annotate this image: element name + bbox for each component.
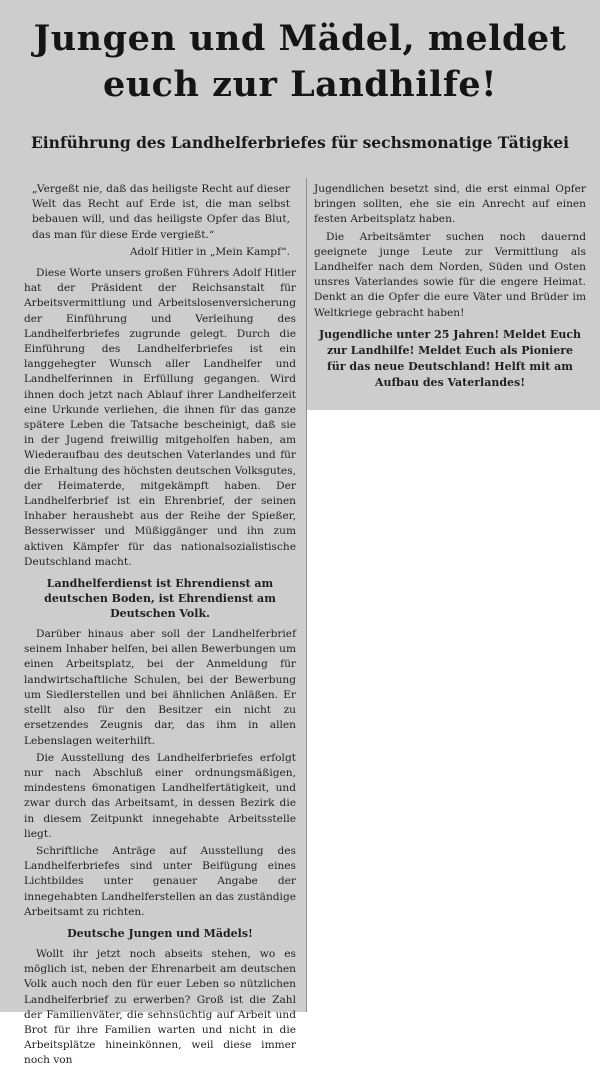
paragraph: Darüber hinaus aber soll der Landhelferbrief seinem Inhaber helfen, bei allen Bewerbungen um einen Arbeitsplatz, bei der Anmeldung für landwirtschaftliche Schulen, bei der Bewerbung um Siedlerstellen und bei ähnlichen Anläßen. Er stellt also für den Besitzer ein nicht zu ersetzendes Zeugnis dar, das ihm in allen Lebenslagen weiterhilft. bbox=[24, 628, 296, 747]
section-subtitle: Deutsche Jungen und Mädels! bbox=[67, 926, 253, 940]
section-subtitle: Landhelferdienst ist Ehrendienst am deutschen Boden, ist Ehrendienst am Deutschen Volk. bbox=[44, 577, 276, 621]
headline: Jungen und Mädel, meldet euch zur Landhilfe! bbox=[33, 18, 567, 105]
quote-text: „Vergeßt nie, daß das heiligste Recht auf dieser Welt das Recht auf Erde ist, die man selbst bebauen will, und das heiligste Opfer das Blut, das man für diese Erde vergießt.“ bbox=[32, 183, 290, 241]
paragraph: Wollt ihr jetzt noch abseits stehen, wo es möglich ist, neben der Ehrenarbeit am deutschen Volk auch noch den für euer Leben so nützlichen Landhelferbrief zu erwerben? Groß ist die Zahl der Familienväter, die sehnsüchtig auf Arbeit und Brot für ihre Familien warten und nicht in die Arbeitsplätze hineinkönnen, weil diese immer noch von bbox=[24, 947, 296, 1067]
paragraph: Jugendlichen besetzt sind, die erst einmal Opfer bringen sollten, ehe sie ein Anrecht auf einen festen Arbeitsplatz haben. bbox=[314, 183, 586, 226]
paragraph: Schriftliche Anträge auf Ausstellung des Landhelferbriefes sind unter Beifügung eines Lichtbildes unter genauer Angabe der innegehabten Landhelferstellen an das zuständige Arbeitsamt zu richten. bbox=[24, 844, 296, 918]
paragraph: Die Arbeitsämter suchen noch dauernd geeignete junge Leute zur Vermittlung als Landhelfer nach dem Norden, Süden und Osten unsres Vaterlandes sowie für die engere Heimat. Denkt an die Opfer die eure Väter und Brüder im Weltkriege gebracht haben! bbox=[314, 230, 586, 319]
subheadline: Einführung des Landhelferbriefes für sechsmonatige Tätigkei bbox=[30, 133, 570, 152]
paragraph: Diese Worte unsers großen Führers Adolf Hitler hat der Präsident der Reichsanstalt für Arbeitsvermittlung und Arbeitslosenversicherung der Einführung und Verleihung des Landhelferbriefes zugrunde gelegt. Durch die Einführung des Landhelferbriefes ist ein langgehegter Wunsch aller Landhelfer und Landhelferinnen in Erfüllung gegangen. Wird ihnen doch jetzt nach Ablauf ihrer Landhelferzeit eine Urkunde verliehen, die ihnen für das ganze spätere Leben die Tatsache bescheinigt, daß sie in der Jugend freiwillig mitgeholfen haben, am Wiederaufbau des deutschen Vaterlandes und für die Erhaltung des höchsten deutschen Volksgutes, der Heimaterde, mitgekämpft haben. Der Landhelferbrief ist ein Ehrenbrief, der seinen Inhaber heraushebt aus der Reihe der Spießer, Besserwisser und Müßiggänger und ihn zum aktiven Kämpfer für das nationalsozialistische Deutschland macht. bbox=[24, 267, 296, 568]
call-to-action: Jugendliche unter 25 Jahren! Meldet Euch zur Landhilfe! Meldet Euch als Pioniere für das neue Deutschland! Helft mit am Aufbau des Vaterlandes! bbox=[318, 327, 582, 389]
left-column bbox=[24, 182, 296, 1071]
quote-attribution: Adolf Hitler in „Mein Kampf“. bbox=[129, 245, 290, 258]
column-divider bbox=[306, 178, 307, 1012]
right-column bbox=[314, 182, 586, 391]
paragraph: Die Ausstellung des Landhelferbriefes erfolgt nur nach Abschluß einer ordnungsmäßigen, mindestens 6monatigen Landhelfertätigkeit, und zwar durch das Arbeitsamt, in dessen Bezirk die in diesem Zeitpunkt innegehabte Arbeitsstelle liegt. bbox=[24, 751, 296, 840]
